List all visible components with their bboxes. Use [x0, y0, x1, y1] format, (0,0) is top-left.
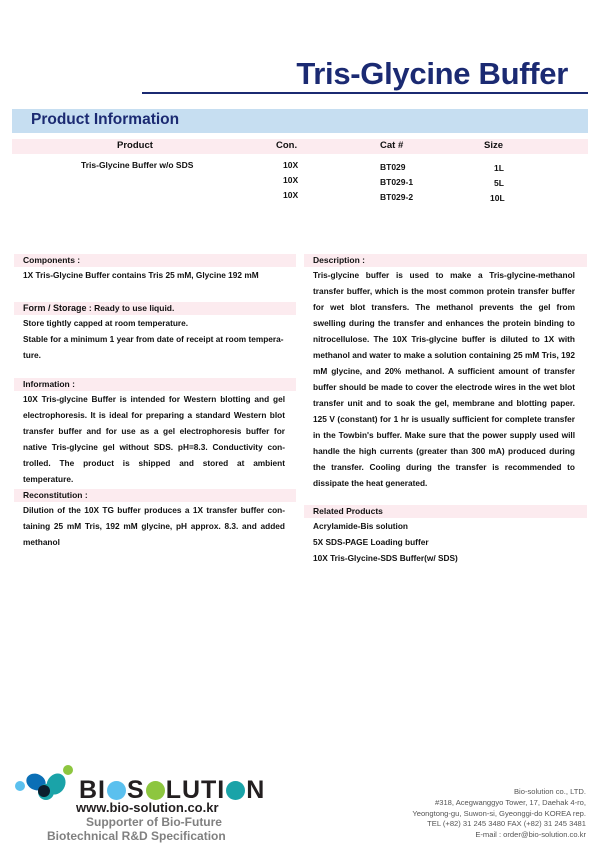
- related-product-item[interactable]: 5X SDS-PAGE Loading buffer: [313, 537, 429, 547]
- column-header-size: Size: [484, 140, 504, 151]
- form-storage-heading: [23, 303, 174, 313]
- website-link[interactable]: www.bio-solution.co.kr: [76, 800, 219, 815]
- document-title: Tris-Glycine Buffer: [296, 56, 568, 91]
- company-email[interactable]: E-mail : order@bio-solution.co.kr: [475, 830, 586, 840]
- related-products-heading: Related Products: [313, 506, 383, 516]
- product-size: 5L: [494, 178, 504, 188]
- form-storage-line: Stable for a minimum 1 year from date of receipt at room tempera-: [23, 334, 284, 344]
- company-address-line: #318, Acegwanggyo Tower, 17, Daehak 4-ro,: [435, 797, 586, 807]
- form-storage-summary: : Ready to use liquid.: [86, 303, 175, 313]
- related-product-item[interactable]: Acrylamide-Bis solution: [313, 521, 408, 531]
- wordmark-part: S: [127, 776, 145, 804]
- product-size: 10L: [490, 193, 505, 203]
- product-con: 10X: [283, 175, 299, 185]
- product-size: 1L: [494, 163, 504, 173]
- tagline-2: Biotechnical R&D Specification: [47, 829, 226, 843]
- column-header-product: Product: [117, 140, 153, 151]
- product-con: 10X: [283, 190, 299, 200]
- product-cat: BT029-2: [380, 192, 414, 202]
- components-heading: Components :: [23, 255, 81, 265]
- biosolution-logo-mark: [14, 764, 74, 808]
- form-storage-line: ture.: [23, 350, 41, 360]
- information-text: 10X Tris-glycine Buffer is intended for Western blotting and gel electrophoresis. It is ideal for preparing a standard Western blot transfer buffer and for use as a gel electrophoresis buffer for native Tris-glycine gel without SDS. pH=8.3. Conductivity con-trolled. The product is shipped and stored at ambient temperature.: [23, 394, 285, 484]
- wordmark-o-light-blue-icon: [107, 781, 126, 800]
- wordmark-part: N: [246, 776, 266, 804]
- title-underline: [142, 92, 588, 94]
- company-phone-fax: TEL (+82) 31 245 3480 FAX (+82) 31 245 3481: [427, 819, 586, 829]
- information-heading: Information :: [23, 379, 75, 389]
- wordmark-o-green-icon: [146, 781, 165, 800]
- company-contact-info: [412, 787, 586, 841]
- column-header-cat: Cat #: [380, 140, 404, 151]
- form-storage-line: Store tightly capped at room temperature.: [23, 318, 189, 328]
- product-con: 10X: [283, 160, 299, 170]
- form-storage-text: [23, 315, 293, 363]
- wordmark-part: LUTI: [165, 776, 226, 804]
- components-line: 1X Tris-Glycine Buffer contains Tris 25 mM, Glycine 192 mM: [23, 270, 259, 280]
- wordmark-o-teal-icon: [226, 781, 245, 800]
- reconstitution-heading: Reconstitution :: [23, 490, 88, 500]
- product-cat: BT029: [380, 162, 406, 172]
- column-header-con: Con.: [276, 140, 298, 151]
- product-information-heading: Product Information: [31, 111, 180, 128]
- product-cat: BT029-1: [380, 177, 414, 187]
- company-address-line: Yeongtong-gu, Suwon-si, Gyeonggi-do KOREA rep.: [412, 808, 586, 818]
- related-products-list: [313, 518, 575, 566]
- description-text: Tris-glycine buffer is used to make a Tris-glycine-methanol transfer buffer, which is the most common protein transfer buffer for wet blot transfers. The methanol prevents the gel from swelling during the transfer and enhances the protein binding to nitrocellulose. The 10X Tris-glycine buffer is diluted to 1X with methanol and water to make a solution containing 25 mM Tris, 192 mM glycine, and 20% methanol. A sufficient amount of transfer buffer should be made to cover the electrode wires in the wet blot transfer unit and to soak the gel, membrane and blotting paper. 125 V (constant) for 1 hr is usually sufficient for complete transfer in the Towbin's buffer. Make sure that the power supply used will handle the high currents (greater than 300 mA) produced during the transfer. Cooling during the transfer is recommended to dissipate the heat generated.: [313, 270, 575, 488]
- related-product-item[interactable]: 10X Tris-Glycine-SDS Buffer(w/ SDS): [313, 553, 458, 563]
- company-name: Bio-solution co., LTD.: [513, 787, 586, 796]
- product-name: Tris-Glycine Buffer w/o SDS: [81, 160, 194, 170]
- molecule-icon: [14, 764, 74, 808]
- reconstitution-text: Dilution of the 10X TG buffer produces a 1X transfer buffer con-taining 25 mM Tris, 192 mM glycine, pH approx. 8.3. and added methanol: [23, 505, 285, 547]
- description-heading: Description :: [313, 255, 365, 265]
- form-storage-title: Form / Storage: [23, 303, 87, 313]
- wordmark-part: BI: [79, 776, 106, 804]
- tagline-1: Supporter of Bio-Future: [86, 815, 222, 829]
- components-text: [23, 267, 293, 283]
